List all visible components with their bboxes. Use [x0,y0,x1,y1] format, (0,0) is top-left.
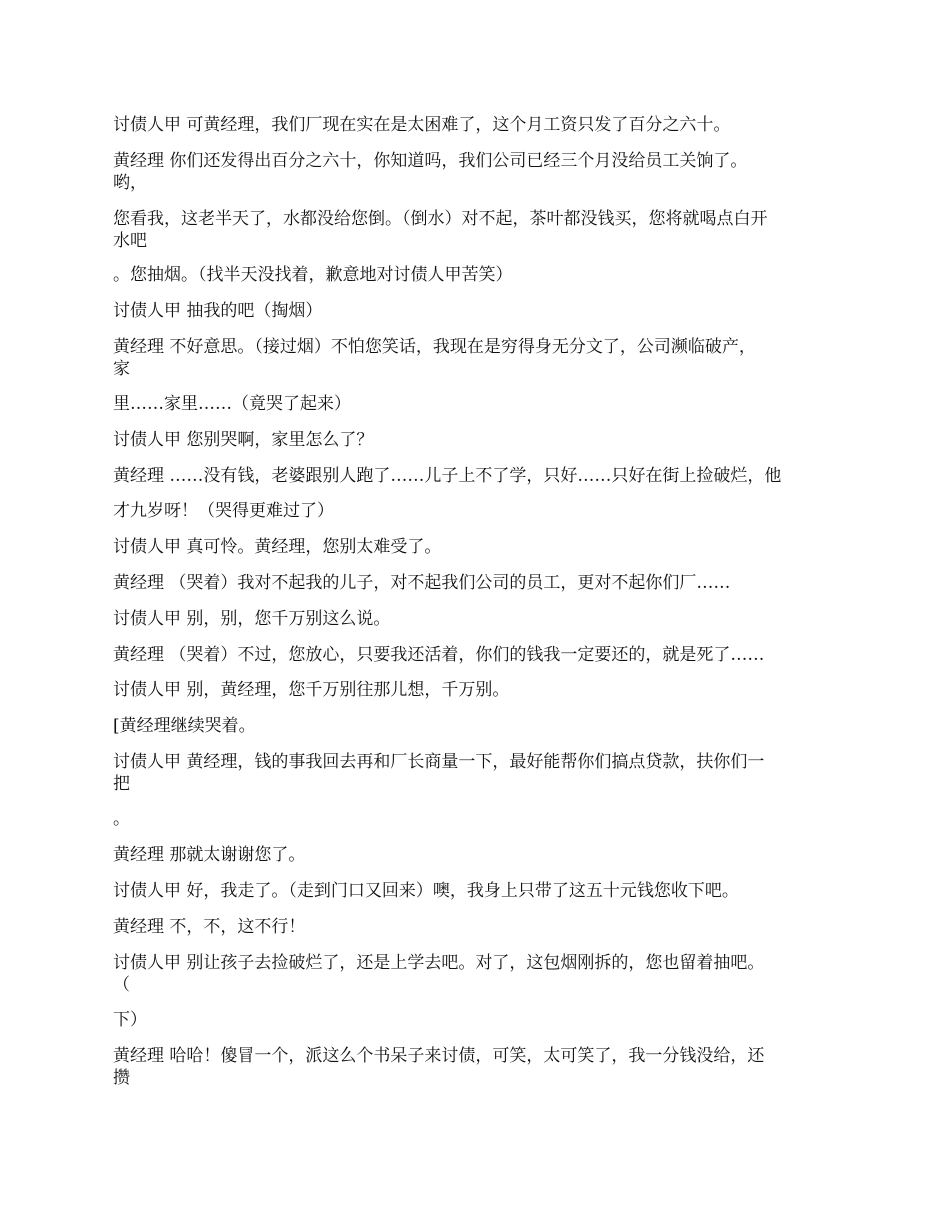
text-line: 攒 [113,1068,130,1088]
text-line: 黄经理 不好意思。（接过烟）不怕您笑话，我现在是穷得身无分文了，公司濒临破产， [113,337,756,357]
text-line: 哟， [113,173,147,193]
text-line: 下） [113,1010,147,1030]
text-line: 。您抽烟。（找半天没找着，歉意地对讨债人甲苦笑） [113,265,513,285]
text-line: 黄经理 不，不，这不行！ [113,917,306,937]
text-line: 讨债人甲 好，我走了。（走到门口又回来）噢，我身上只带了这五十元钱您收下吧。 [113,881,739,901]
text-line: 黄经理 （哭着）不过，您放心，只要我还活着，你们的钱我一定要还的，就是死了…… [113,645,765,665]
text-line: 黄经理 那就太谢谢您了。 [113,845,306,865]
text-line: 讨债人甲 别让孩子去捡破烂了，还是上学去吧。对了，这包烟刚拆的，您也留着抽吧。 [113,953,765,973]
text-line: 才九岁呀！（哭得更难过了） [113,501,334,521]
text-line: 讨债人甲 抽我的吧（掏烟） [113,301,323,321]
text-line: [黄经理继续哭着。 [113,716,256,736]
text-line: 讨债人甲 您别哭啊，家里怎么了？ [113,430,374,450]
text-line: 家 [113,359,130,379]
text-line: 里……家里……（竟哭了起来） [113,394,351,414]
text-line: 您看我，这老半天了，水都没给您倒。（倒水）对不起，茶叶都没钱买，您将就喝点白开 [113,209,768,229]
text-line: 讨债人甲 黄经理，钱的事我回去再和厂长商量一下，最好能帮你们搞点贷款，扶你们一 [113,752,765,772]
text-line: （ [113,975,130,995]
text-line: 讨债人甲 真可怜。黄经理，您别太难受了。 [113,537,442,557]
text-line: 黄经理 你们还发得出百分之六十，你知道吗，我们公司已经三个月没给员工关饷了。 [113,151,748,171]
text-line: 讨债人甲 别，黄经理，您千万别往那儿想，千万别。 [113,680,510,700]
text-line: 。 [113,809,130,829]
text-line: 水吧 [113,231,147,251]
text-line: 黄经理 哈哈！傻冒一个，派这么个书呆子来讨债，可笑，太可笑了，我一分钱没给，还 [113,1046,765,1066]
text-line: 把 [113,774,130,794]
text-line: 黄经理 ……没有钱，老婆跟别人跑了……儿子上不了学，只好……只好在街上捡破烂，他 [113,466,782,486]
text-line: 黄经理 （哭着）我对不起我的儿子，对不起我们公司的员工，更对不起你们厂…… [113,573,731,593]
text-line: 讨债人甲 别，别，您千万别这么说。 [113,609,391,629]
text-line: 讨债人甲 可黄经理，我们厂现在实在是太困难了，这个月工资只发了百分之六十。 [113,115,731,135]
